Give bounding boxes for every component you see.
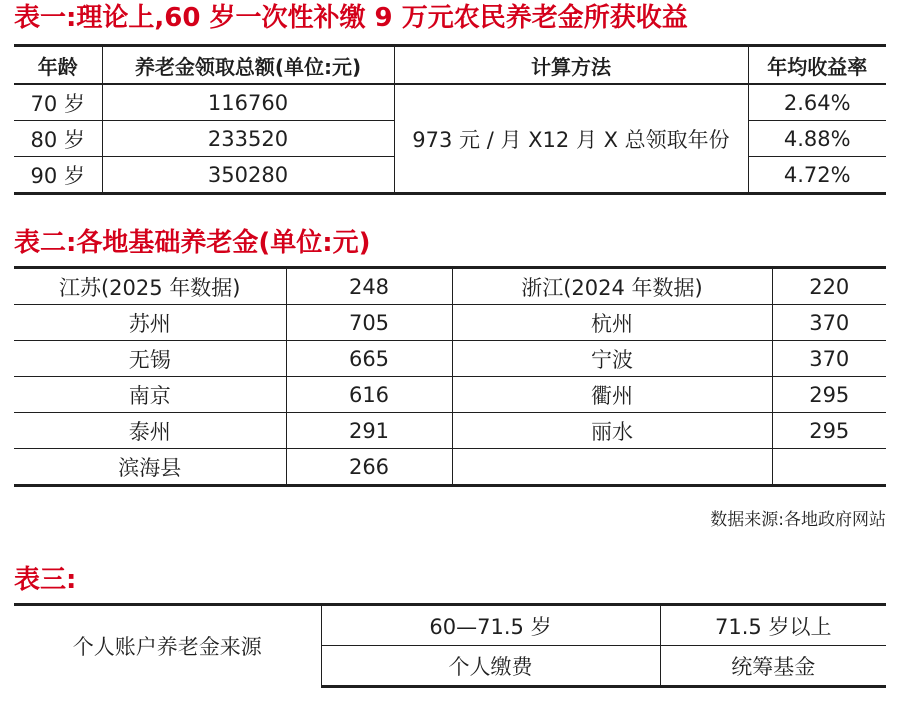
rate-cell: 2.64% [748,84,886,121]
rate-cell: 4.72% [748,157,886,194]
total-cell: 233520 [102,121,394,157]
region-value: 705 [286,305,452,341]
header-rate: 年均收益率 [748,46,886,85]
table-row [14,605,886,646]
header-method: 计算方法 [394,46,748,85]
age-cell: 70 岁 [14,84,102,121]
period-cell: 71.5 岁以上 [660,605,886,646]
total-cell: 116760 [102,84,394,121]
age-cell: 90 岁 [14,157,102,194]
region-name: 南京 [14,377,286,413]
region-name: 滨海县 [14,449,286,486]
region-name: 苏州 [14,305,286,341]
table1 [14,44,886,195]
rate-cell: 4.88% [748,121,886,157]
table3-title: 表三: [14,565,77,595]
table-row [14,84,886,121]
table1-title: 表一:理论上,60 岁一次性补缴 9 万元农民养老金所获收益 [14,3,688,33]
region-name: 泰州 [14,413,286,449]
method-cell: 973 元 / 月 X12 月 X 总领取年份 [394,84,748,194]
age-cell: 80 岁 [14,121,102,157]
region-name: 衢州 [452,377,772,413]
region-name: 浙江(2024 年数据) [452,268,772,305]
region-value: 291 [286,413,452,449]
region-value: 370 [772,341,886,377]
data-source-note: 数据来源:各地政府网站 [710,510,886,530]
region-name [452,449,772,486]
region-value: 665 [286,341,452,377]
table2 [14,266,886,487]
region-value [772,449,886,486]
funding-source-cell: 统筹基金 [660,646,886,687]
table-row [14,268,886,305]
table-row [14,413,886,449]
table2-title: 表二:各地基础养老金(单位:元) [14,228,371,258]
region-name: 杭州 [452,305,772,341]
table3 [14,603,886,688]
table1-header-row [14,46,886,85]
region-value: 248 [286,268,452,305]
region-value: 266 [286,449,452,486]
region-value: 616 [286,377,452,413]
source-row-label: 个人账户养老金来源 [14,605,321,687]
region-name: 丽水 [452,413,772,449]
funding-source-cell: 个人缴费 [321,646,660,687]
header-total: 养老金领取总额(单位:元) [102,46,394,85]
table-row [14,341,886,377]
total-cell: 350280 [102,157,394,194]
header-age: 年龄 [14,46,102,85]
region-name: 宁波 [452,341,772,377]
table-row [14,449,886,486]
region-value: 220 [772,268,886,305]
period-cell: 60—71.5 岁 [321,605,660,646]
region-value: 370 [772,305,886,341]
region-name: 江苏(2025 年数据) [14,268,286,305]
region-name: 无锡 [14,341,286,377]
region-value: 295 [772,413,886,449]
region-value: 295 [772,377,886,413]
table-row [14,305,886,341]
table-row [14,377,886,413]
